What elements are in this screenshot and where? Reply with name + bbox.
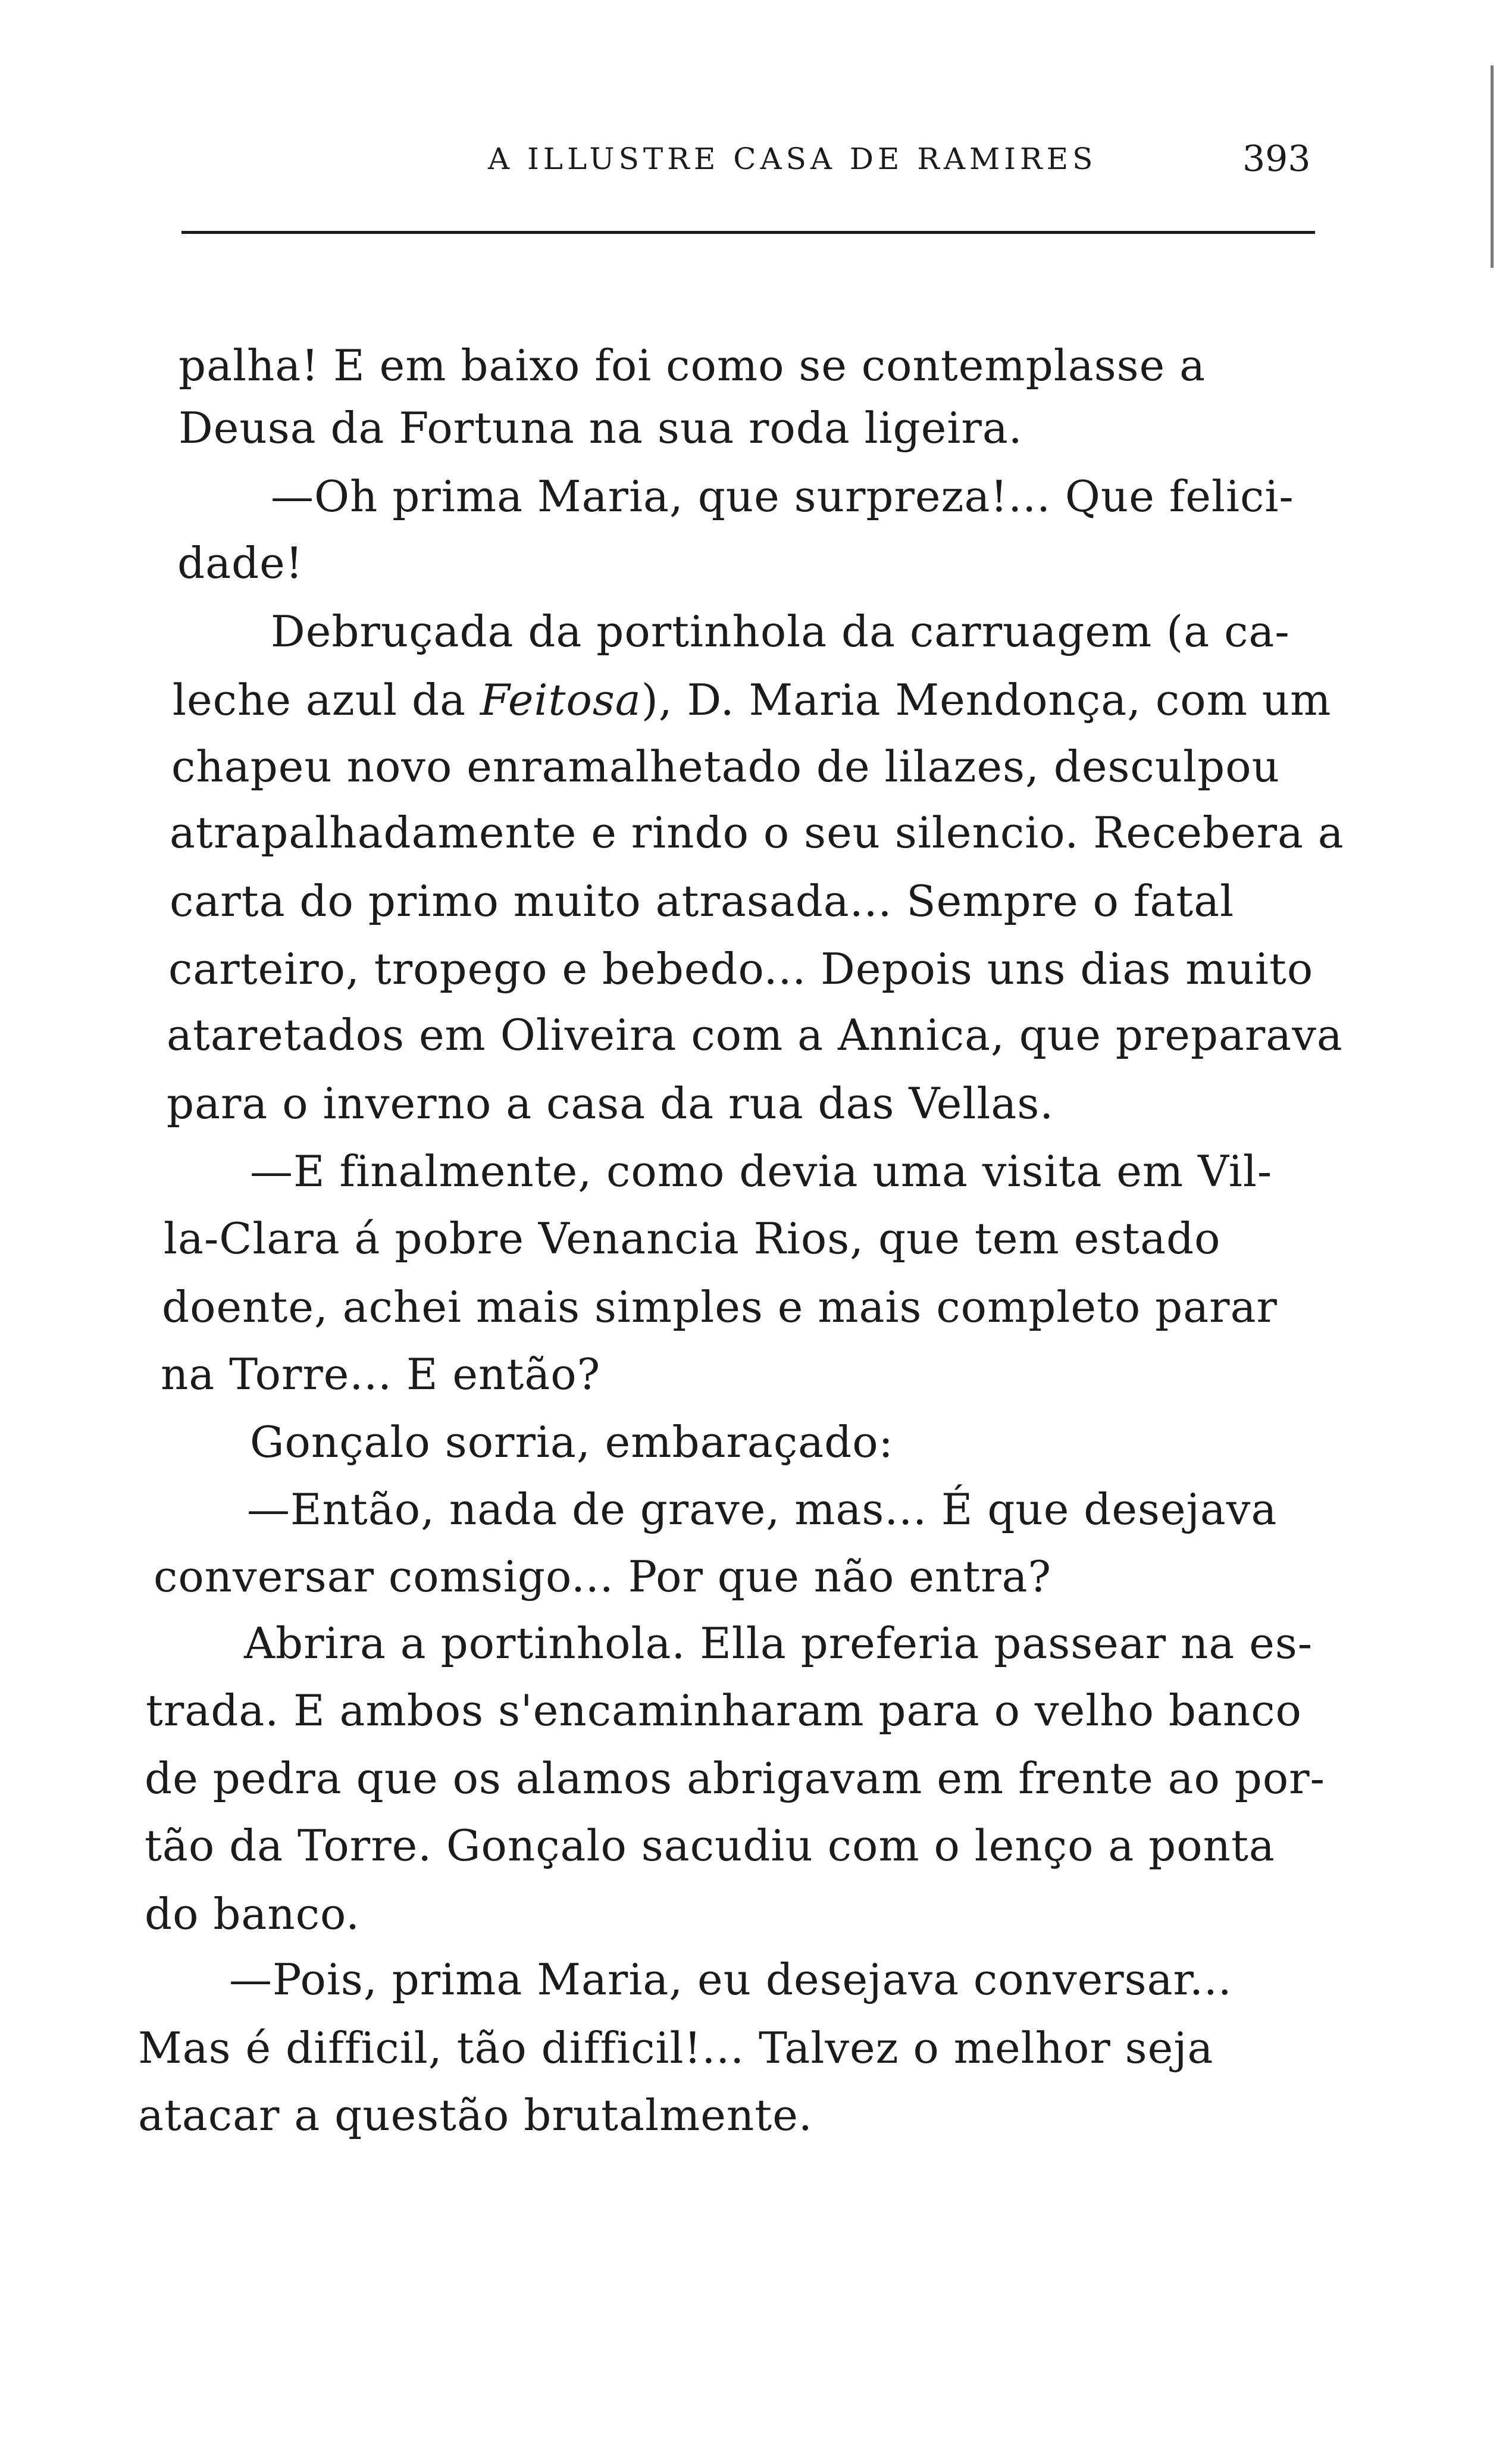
text-line: —Oh prima Maria, que surpreza!... Que felici- [271,471,1294,521]
page-edge-mark [1491,65,1494,268]
text-line: para o inverno a casa da rua das Vellas. [167,1078,1054,1128]
text-segment: leche azul da [173,675,480,725]
page-number: 393 [1242,138,1311,180]
text-line: na Torre... E então? [161,1349,601,1399]
text-line: atrapalhadamente e rindo o seu silencio. Recebera a [170,808,1344,858]
text-line: atacar a questão brutalmente. [138,2090,813,2140]
text-line: carteiro, tropego e bebedo... Depois uns dias muito [168,944,1314,994]
text-line: Mas é difficil, tão difficil!... Talvez o melhor seja [138,2023,1214,2073]
italic-name: Feitosa [480,675,641,725]
text-line [173,675,1332,725]
text-line: tão da Torre. Gonçalo sacudiu com o lenço a ponta [145,1821,1275,1871]
text-line: palha! E em baixo foi como se contemplasse a [179,340,1206,390]
text-line: conversar comsigo... Por que não entra? [154,1552,1052,1602]
text-line: Abrira a portinhola. Ella preferia passear na es- [244,1618,1313,1668]
text-line: ataretados em Oliveira com a Annica, que preparava [167,1010,1343,1060]
text-line: de pedra que os alamos abrigavam em frente ao por- [145,1753,1325,1803]
text-segment: ), D. Maria Mendonça, com um [641,675,1332,725]
header-rule [181,231,1315,234]
text-line: dade! [177,538,303,588]
text-line: —Pois, prima Maria, eu desejava conversar... [229,1954,1232,2004]
text-line: Deusa da Fortuna na sua roda ligeira. [179,403,1023,453]
text-line: —E finalmente, como devia uma visita em Vil- [250,1146,1273,1196]
text-line: Debruçada da portinhola da carruagem (a ca- [271,606,1290,656]
text-line: doente, achei mais simples e mais completo parar [162,1282,1278,1332]
text-line: chapeu novo enramalhetado de lilazes, desculpou [171,742,1280,792]
text-line: —Então, nada de grave, mas... É que desejava [247,1484,1278,1534]
text-line: carta do primo muito atrasada... Sempre o fatal [170,876,1235,926]
text-line: do banco. [145,1889,361,1939]
text-line: la-Clara á pobre Venancia Rios, que tem estado [164,1214,1221,1264]
text-line: Gonçalo sorria, embaraçado: [250,1417,894,1467]
text-line: trada. E ambos s'encaminharam para o velho banco [146,1685,1302,1735]
running-head: A ILLUSTRE CASA DE RAMIRES [488,142,1097,176]
